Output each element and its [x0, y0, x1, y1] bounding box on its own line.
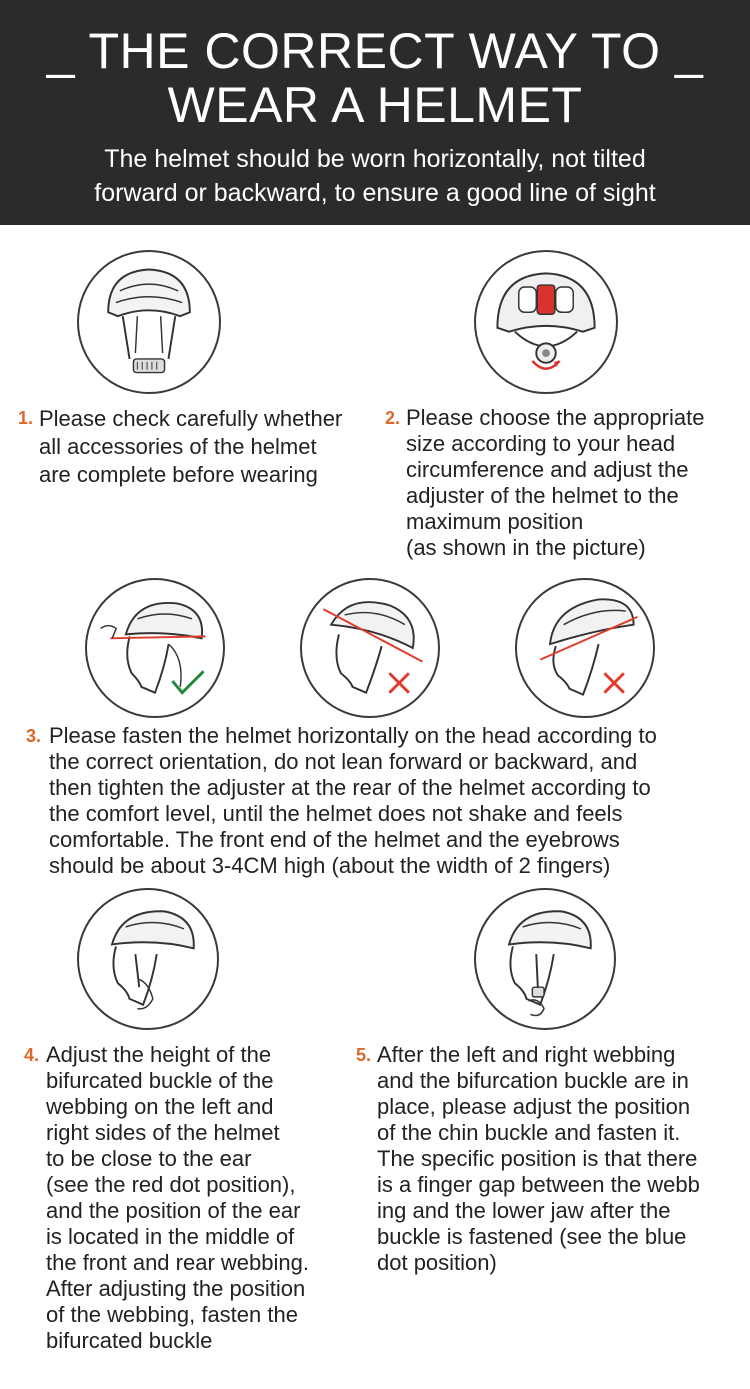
step-line: the front and rear webbing. — [46, 1250, 309, 1275]
subtitle-line-2: forward or backward, to ensure a good line of sight — [94, 179, 656, 207]
helmet-forward-wrong-illustration — [300, 578, 440, 718]
step-line: (see the red dot position), — [46, 1172, 296, 1197]
step-line: Please fasten the helmet horizontally on the head according to — [49, 723, 657, 748]
helmet-chin-buckle-icon — [476, 890, 614, 1028]
helmet-tilted-backward-icon — [517, 580, 653, 716]
helmet-adjuster-illustration — [474, 250, 618, 394]
step-line: After adjusting the position — [46, 1276, 306, 1301]
cross-icon — [604, 673, 623, 692]
step-line: the correct orientation, do not lean forward or backward, and — [49, 749, 638, 774]
step-line: maximum position — [406, 509, 584, 534]
page-title — [0, 24, 750, 132]
step-line: and the position of the ear — [46, 1198, 301, 1223]
check-icon — [172, 671, 203, 692]
cross-icon — [389, 673, 408, 692]
subtitle-line-1: The helmet should be worn horizontally, not tilted — [104, 145, 646, 173]
step-line: Please choose the appropriate — [406, 405, 705, 430]
helmet-side-buckle-illustration — [77, 888, 219, 1030]
step-line: are complete before wearing — [39, 462, 318, 487]
step-line: bifurcated buckle — [46, 1328, 213, 1353]
step-line: Please check carefully whether — [39, 406, 343, 431]
step-line: all accessories of the helmet — [39, 434, 317, 459]
step-line: (as shown in the picture) — [406, 535, 646, 560]
step-4-text — [46, 1042, 309, 1354]
step-line: webbing on the left and — [46, 1094, 274, 1119]
step-line: of the chin buckle and fasten it. — [377, 1120, 681, 1145]
step-1-number: 1. — [18, 408, 34, 428]
step-line: bifurcated buckle of the — [46, 1068, 274, 1093]
helmet-accessories-illustration — [77, 250, 221, 394]
helmet-front-icon — [79, 252, 219, 392]
page-subtitle — [30, 142, 720, 210]
step-4-number: 4. — [24, 1045, 40, 1065]
step-line: to be close to the ear — [46, 1146, 252, 1171]
step-line: and the bifurcation buckle are in — [377, 1068, 689, 1093]
step-line: buckle is fastened (see the blue — [377, 1224, 687, 1249]
step-line: The specific position is that there — [377, 1146, 698, 1171]
step-3-text — [49, 723, 657, 879]
step-line: circumference and adjust the — [406, 457, 689, 482]
step-line: right sides of the helmet — [46, 1120, 280, 1145]
step-2-number: 2. — [385, 408, 401, 428]
step-line: ing and the lower jaw after the — [377, 1198, 671, 1223]
step-1-text — [39, 405, 342, 489]
helmet-chin-buckle-illustration — [474, 888, 616, 1030]
step-line: place, please adjust the position — [377, 1094, 691, 1119]
helmet-level-correct-icon — [87, 580, 223, 716]
helmet-tilted-forward-icon — [302, 580, 438, 716]
helmet-side-buckle-icon — [79, 890, 217, 1028]
title-line-2: WEAR A HELMET — [167, 77, 583, 133]
step-2-text — [406, 405, 704, 561]
helmet-backward-wrong-illustration — [515, 578, 655, 718]
step-3-number: 3. — [26, 726, 42, 746]
step-line: is a finger gap between the webb — [377, 1172, 700, 1197]
header-banner — [0, 0, 750, 225]
step-line: adjuster of the helmet to the — [406, 483, 679, 508]
helmet-correct-illustration — [85, 578, 225, 718]
step-line: should be about 3-4CM high (about the width of 2 fingers) — [49, 853, 611, 878]
step-5-text — [377, 1042, 700, 1276]
step-line: the comfort level, until the helmet does not shake and feels — [49, 801, 623, 826]
step-line: dot position) — [377, 1250, 497, 1275]
step-line: of the webbing, fasten the — [46, 1302, 298, 1327]
step-line: then tighten the adjuster at the rear of the helmet according to — [49, 775, 651, 800]
step-line: comfortable. The front end of the helmet and the eyebrows — [49, 827, 620, 852]
step-5-number: 5. — [356, 1045, 372, 1065]
step-line: is located in the middle of — [46, 1224, 295, 1249]
title-line-1: _ THE CORRECT WAY TO _ — [46, 23, 704, 79]
step-line: After the left and right webbing — [377, 1042, 676, 1067]
step-line: Adjust the height of the — [46, 1042, 272, 1067]
step-line: size according to your head — [406, 431, 676, 456]
helmet-rear-adjuster-icon — [476, 252, 616, 392]
